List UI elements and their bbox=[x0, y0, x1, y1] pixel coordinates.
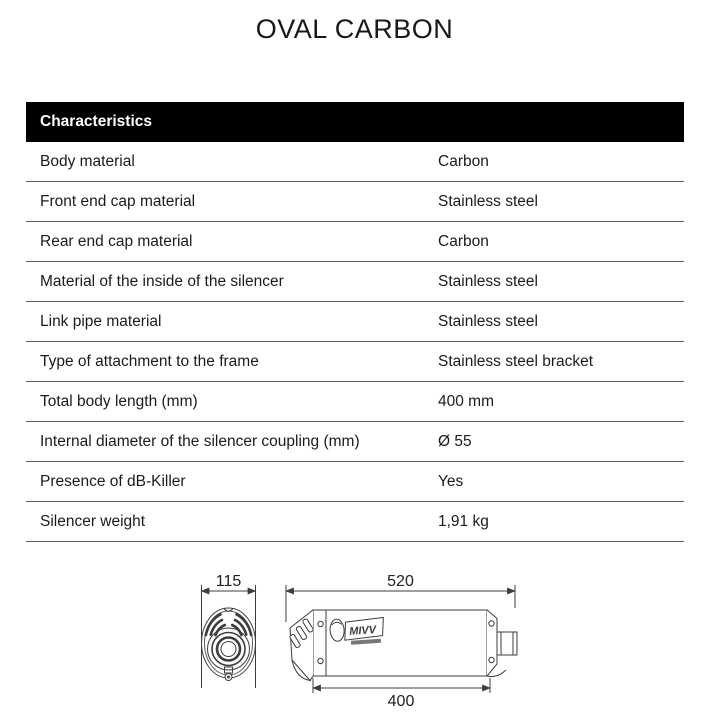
spec-label: Internal diameter of the silencer coupling (mm) bbox=[40, 432, 360, 450]
spec-value: Carbon bbox=[438, 232, 489, 250]
table-row bbox=[26, 342, 684, 382]
table-row bbox=[26, 302, 684, 342]
spec-value: Stainless steel bracket bbox=[438, 352, 594, 370]
exhaust-tip bbox=[497, 632, 517, 655]
spec-label: Presence of dB-Killer bbox=[40, 472, 186, 490]
table-row bbox=[26, 382, 684, 422]
spec-label: Front end cap material bbox=[40, 192, 196, 210]
dimension-body-length bbox=[313, 678, 490, 693]
spec-value: Stainless steel bbox=[438, 192, 538, 210]
spec-label: Body material bbox=[40, 152, 135, 170]
dimension-label-115: 115 bbox=[215, 573, 242, 590]
table-row bbox=[26, 262, 684, 302]
spec-label: Total body length (mm) bbox=[40, 392, 198, 410]
characteristics-table bbox=[26, 102, 684, 542]
vent-slots-right bbox=[232, 614, 251, 635]
dimension-label-520: 520 bbox=[387, 573, 414, 590]
spec-label: Silencer weight bbox=[40, 512, 146, 530]
nose-taper bbox=[289, 610, 314, 681]
table-row bbox=[26, 182, 684, 222]
spec-label: Type of attachment to the frame bbox=[40, 352, 259, 370]
spec-value: Carbon bbox=[438, 152, 489, 170]
spec-label: Rear end cap material bbox=[40, 232, 193, 250]
brand-logo-text: MIVV bbox=[348, 624, 377, 638]
table-row bbox=[26, 422, 684, 462]
spec-label: Link pipe material bbox=[40, 312, 162, 330]
table-row bbox=[26, 502, 684, 542]
table-header: Characteristics bbox=[26, 102, 684, 142]
spec-value: Ø 55 bbox=[438, 432, 472, 450]
technical-drawing bbox=[0, 560, 709, 728]
table-row bbox=[26, 142, 684, 182]
spec-value: 400 mm bbox=[438, 392, 494, 410]
spec-value: Yes bbox=[438, 472, 464, 490]
spec-value: Stainless steel bbox=[438, 312, 538, 330]
dimension-label-400: 400 bbox=[387, 693, 415, 710]
spec-value: 1,91 kg bbox=[438, 512, 489, 530]
side-view bbox=[286, 585, 517, 693]
page-title: OVAL CARBON bbox=[255, 14, 454, 44]
spec-value: Stainless steel bbox=[438, 272, 538, 290]
table-row bbox=[26, 462, 684, 502]
spec-label: Material of the inside of the silencer bbox=[40, 272, 284, 290]
table-row bbox=[26, 222, 684, 262]
vent-slots-left bbox=[206, 614, 225, 635]
outlet-rings bbox=[208, 628, 250, 670]
end-view bbox=[202, 585, 256, 688]
